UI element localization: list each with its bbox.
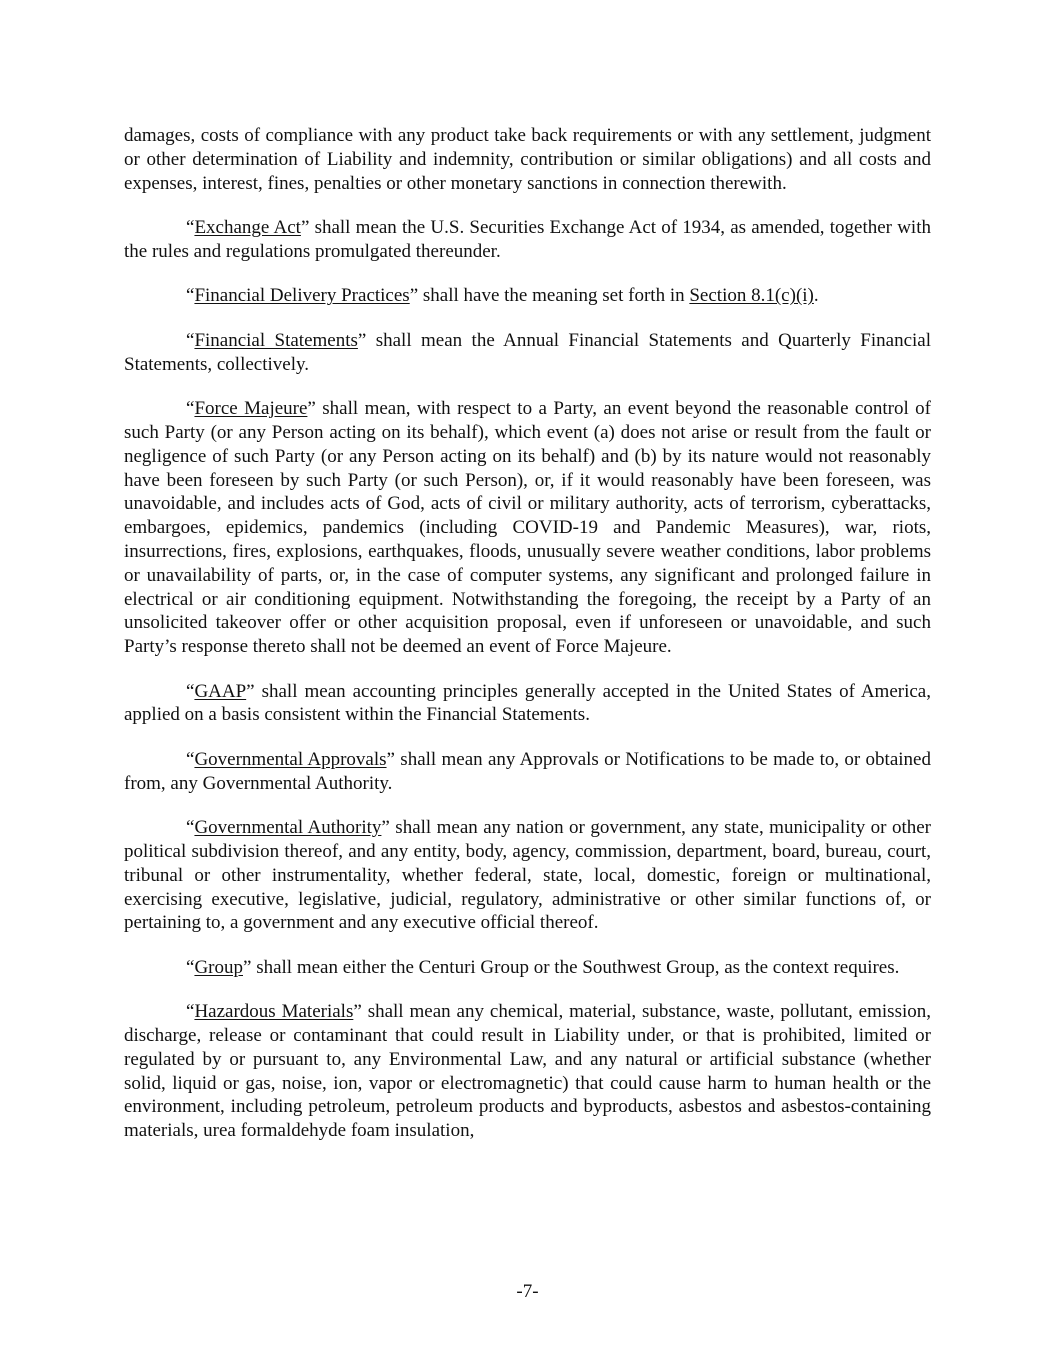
definition-governmental-approvals: “Governmental Approvals” shall mean any Approvals or Notifications to be made to, or obtained from, any Governmental Authority. bbox=[124, 748, 931, 794]
definition-text: shall mean, with respect to a Party, an event beyond the reasonable control of such Party (or any Person acting on its behalf), which event (a) does not arise or result from the fault or negligence of such Party (or any Person acting on its behalf) and (b) by its nature would not reasonably have been foreseen by such Party (or such Person), or, if it would reasonably have been foreseen, was unavoidable, and includes acts of God, acts of civil or military authority, acts of terrorism, cyberattacks, embargoes, epidemics, pandemics (including COVID-19 and Pandemic Measures), war, riots, insurrections, fires, explosions, earthquakes, floods, unusually severe weather conditions, labor problems or unavailability of parts, or, in the case of computer systems, any significant and prolonged failure in electrical or air conditioning equipment. Notwithstanding the foregoing, the receipt by a Party of an unsolicited takeover offer or other acquisition proposal, even if unforeseen or unavoidable, and such Party’s response thereto shall not be deemed an event of Force Majeure. bbox=[124, 398, 931, 658]
definition-text: shall mean either the Centuri Group or the Southwest Group, as the context requires. bbox=[251, 956, 900, 978]
defined-term: Financial Statements bbox=[194, 329, 358, 351]
definition-governmental-authority: “Governmental Authority” shall mean any nation or government, any state, municipality or other political subdivision thereof, and any entity, body, agency, commission, department, board, bureau, court, tribunal or other instrumentality, whether federal, state, local, domestic, foreign or multinational, exercising executive, legislative, judicial, regulatory, administrative or other similar functions of, or pertaining to, a government and any executive official thereof. bbox=[124, 817, 931, 934]
defined-term: Financial Delivery Practices bbox=[194, 285, 410, 307]
continuation-paragraph: damages, costs of compliance with any product take back requirements or with any settlement, judgment or other determination of Liability and indemnity, contribution or similar obligations) and all costs and expenses, interest, fines, penalties or other monetary sanctions in connection therewith. bbox=[124, 125, 931, 194]
definition-force-majeure: “Force Majeure” shall mean, with respect to a Party, an event beyond the reasonable control of such Party (or any Person acting on its behalf), which event (a) does not arise or result from the fault or negligence of such Party (or any Person acting on its behalf) and (b) by its nature would not reasonably have been foreseen by such Party (or such Person), or, if it would reasonably have been foreseen, was unavoidable, and includes acts of God, acts of civil or military authority, acts of terrorism, cyberattacks, embargoes, epidemics, pandemics (including COVID-19 and Pandemic Measures), war, riots, insurrections, fires, explosions, earthquakes, floods, unusually severe weather conditions, labor problems or unavailability of parts, or, in the case of computer systems, any significant and prolonged failure in electrical or air conditioning equipment. Notwithstanding the foregoing, the receipt by a Party of an unsolicited takeover offer or other acquisition proposal, even if unforeseen or unavoidable, and such Party’s response thereto shall not be deemed an event of Force Majeure. bbox=[124, 398, 931, 658]
defined-term: GAAP bbox=[194, 680, 247, 702]
definition-text: shall have the meaning set forth in bbox=[418, 285, 690, 307]
defined-term: Hazardous Materials bbox=[194, 1001, 354, 1023]
definition-text: shall mean any Approvals or Notifications to be made to, or obtained from, any Governmental Authority. bbox=[124, 748, 931, 794]
definition-text: shall mean any chemical, material, substance, waste, pollutant, emission, discharge, release or contaminant that could result in Liability under, or that is prohibited, limited or regulated by or pursuant to, any Environmental Law, and any natural or artificial substance (whether solid, liquid or gas, noise, ion, vapor or electromagnetic) that could cause harm to human health or the environment, including petroleum, petroleum products and byproducts, asbestos and asbestos-containing materials, urea formaldehyde foam insulation, bbox=[124, 1001, 931, 1142]
defined-term: Force Majeure bbox=[194, 398, 308, 420]
definition-text: shall mean the Annual Financial Statements and Quarterly Financial Statements, collectively. bbox=[124, 329, 931, 375]
definition-hazardous-materials: “Hazardous Materials” shall mean any chemical, material, substance, waste, pollutant, emission, discharge, release or contaminant that could result in Liability under, or that is prohibited, limited or regulated by or pursuant to, any Environmental Law, and any natural or artificial substance (whether solid, liquid or gas, noise, ion, vapor or electromagnetic) that could cause harm to human health or the environment, including petroleum, petroleum products and byproducts, asbestos and asbestos-containing materials, urea formaldehyde foam insulation, bbox=[124, 1001, 931, 1142]
definition-text: shall mean the U.S. Securities Exchange Act of 1934, as amended, together with the rules and regulations promulgated thereunder. bbox=[124, 217, 931, 262]
document-body bbox=[124, 124, 931, 1164]
page-number: -7- bbox=[516, 1281, 539, 1302]
definition-gaap: “GAAP” shall mean accounting principles generally accepted in the United States of America, applied on a basis consistent within the Financial Statements. bbox=[124, 680, 931, 726]
section-reference[interactable]: Section 8.1(c)(i) bbox=[689, 285, 814, 307]
defined-term: Exchange Act bbox=[194, 217, 301, 239]
defined-term: Group bbox=[194, 956, 243, 978]
definition-text: shall mean any nation or government, any state, municipality or other political subdivision thereof, and any entity, body, agency, commission, department, board, bureau, court, tribunal or other instrumentality, whether federal, state, local, domestic, foreign or multinational, exercising executive, legislative, judicial, regulatory, administrative or other similar functions of, or pertaining to, a government and any executive official thereof. bbox=[124, 817, 931, 934]
definition-text: shall mean accounting principles generally accepted in the United States of America, applied on a basis consistent within the Financial Statements. bbox=[124, 680, 931, 726]
defined-term: Governmental Approvals bbox=[194, 748, 387, 770]
defined-term: Governmental Authority bbox=[194, 817, 382, 839]
definition-group: “Group” shall mean either the Centuri Group or the Southwest Group, as the context requires. bbox=[186, 956, 900, 978]
definition-financial-statements: “Financial Statements” shall mean the Annual Financial Statements and Quarterly Financial Statements, collectively. bbox=[124, 329, 931, 375]
definition-exchange-act: “Exchange Act” shall mean the U.S. Securities Exchange Act of 1934, as amended, together with the rules and regulations promulgated thereunder. bbox=[124, 217, 931, 262]
definition-financial-delivery-practices: “Financial Delivery Practices” shall have the meaning set forth in Section 8.1(c)(i). bbox=[186, 285, 819, 307]
